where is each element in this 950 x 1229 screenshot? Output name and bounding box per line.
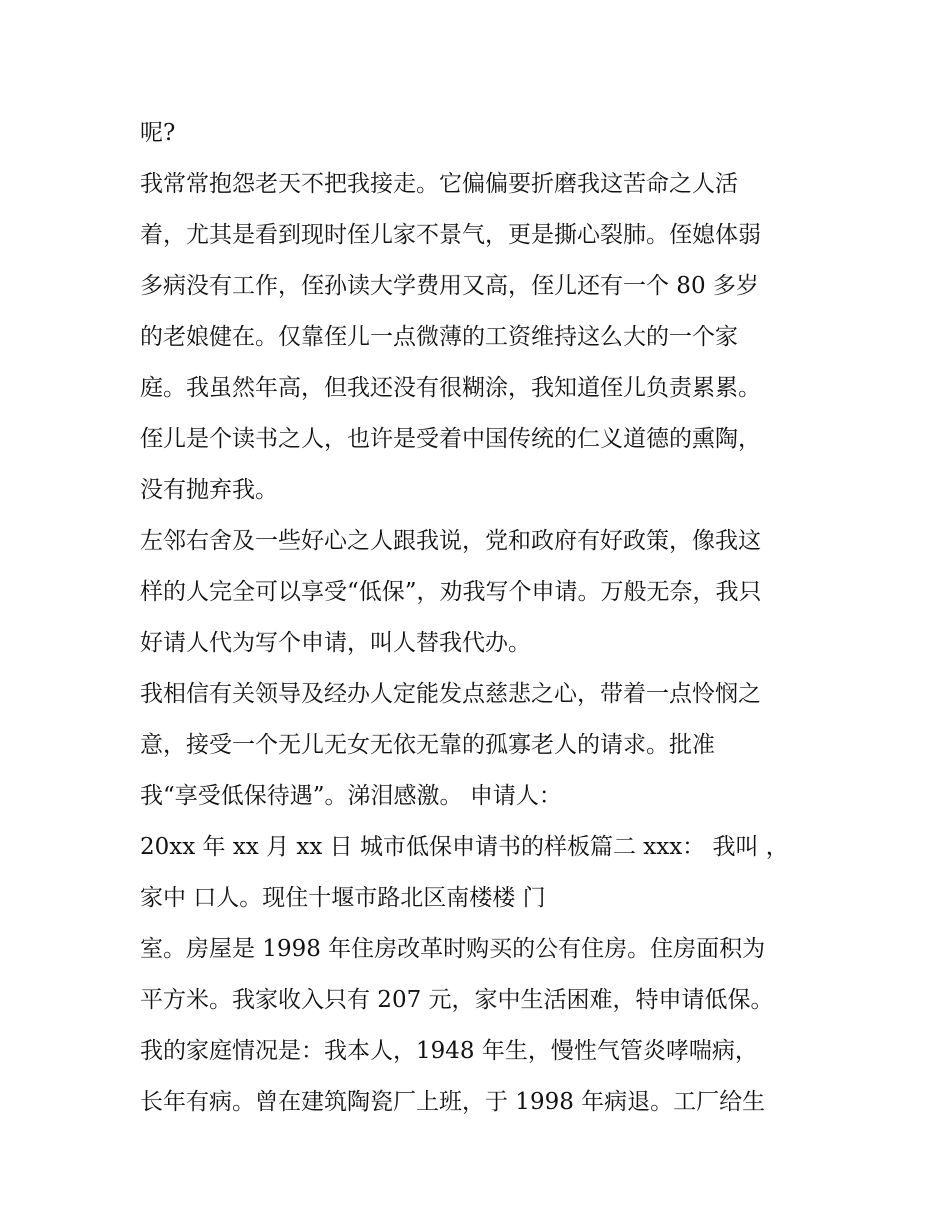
- text-line: 多病没有工作，侄孙读大学费用又高，侄儿还有一个 80 多岁: [140, 273, 759, 299]
- text-line: 侄儿是个读书之人，也许是受着中国传统的仁义道德的熏陶，: [140, 426, 761, 452]
- text-line: 呢?: [140, 120, 176, 146]
- text-line: 我常常抱怨老天不把我接走。它偏偏要折磨我这苦命之人活: [140, 171, 738, 197]
- text-line: 的老娘健在。仅靠侄儿一点微薄的工资维持这么大的一个家: [140, 324, 738, 350]
- text-line: 平方米。我家收入只有 207 元，家中生活困难，特申请低保。: [140, 987, 774, 1013]
- text-line: 好请人代为写个申请，叫人替我代办。: [140, 630, 531, 656]
- text-line: 着，尤其是看到现时侄儿家不景气，更是撕心裂肺。侄媳体弱: [140, 222, 761, 248]
- text-line: 庭。我虽然年高，但我还没有很糊涂，我知道侄儿负责累累。: [140, 375, 761, 401]
- text-line: 室。房屋是 1998 年住房改革时购买的公有住房。住房面积为: [140, 936, 766, 962]
- text-line: 家中 口人。现住十堰市路北区南楼楼 门: [140, 885, 546, 911]
- text-line: 我“享受低保待遇”。涕泪感激。 申请人：: [140, 783, 562, 809]
- text-line: 意，接受一个无儿无女无依无靠的孤寡老人的请求。批准: [140, 732, 715, 758]
- text-line: 样的人完全可以享受“低保”，劝我写个申请。万般无奈，我只: [140, 579, 762, 605]
- text-line: 20xx 年 xx 月 xx 日 城市低保申请书的样板篇二 xxx： 我叫 ，: [140, 834, 789, 860]
- text-line: 左邻右舍及一些好心之人跟我说，党和政府有好政策，像我这: [140, 528, 761, 554]
- text-line: 没有抛弃我。: [140, 477, 278, 503]
- text-line: 长年有病。曾在建筑陶瓷厂上班，于 1998 年病退。工厂给生: [140, 1089, 766, 1115]
- document-body: [140, 108, 830, 1128]
- text-line: 我的家庭情况是：我本人，1948 年生，慢性气管炎哮喘病，: [140, 1038, 758, 1064]
- text-line: 我相信有关领导及经办人定能发点慈悲之心，带着一点怜悯之: [140, 681, 761, 707]
